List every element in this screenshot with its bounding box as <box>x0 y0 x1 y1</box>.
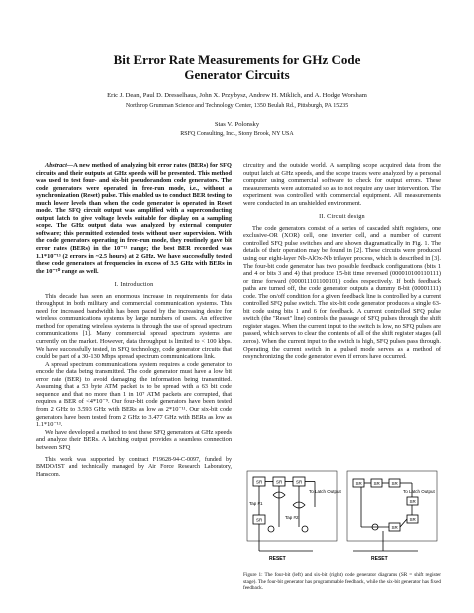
abstract-text: —A new method of analyzing bit error rates (BERs) for SFQ circuits and their outputs at GHz speeds will be presented. This method was used to test four- and six-bit pseudorandom code generators. The code generators were operated in free-run mode, i.e., without a synchronization (Reset) pulse. This enabled us to conduct BER testing to much lower levels than when the code generator is operated in Reset mode. The SFQ circuit output was amplified with a superconducting output latch to give voltage levels suitable for display on a sampling scope. The GHz output data was analyzed by external computer software; this permitted extended tests without user supervision. With the code generators operating in free-run mode, they routinely gave bit error rates (BERs) in the 10⁻¹¹ range; the best BER recorded was 1.1*10⁻¹³ (2 errors in ~2.5 hours) at 2 GHz. We have successfully tested these code generators at frequencies in excess of 3.5 GHz with BERs in the 10⁻¹⁰ range as well. <box>36 162 232 275</box>
abstract-label: Abstract <box>45 162 67 169</box>
title-line-2: Generator Circuits <box>184 67 290 82</box>
figure-1-code-generator-diagrams <box>243 467 441 567</box>
paper-title <box>0 52 474 82</box>
sr-label: SR <box>409 499 416 504</box>
sr-label: SR <box>391 481 398 486</box>
title-line-1: Bit Error Rate Measurements for GHz Code <box>113 52 361 67</box>
sr-label: SR <box>391 525 398 530</box>
tap-2-label: Tap #2 <box>285 515 299 520</box>
reset-label-right: RESET <box>371 556 388 562</box>
right-column <box>243 162 441 361</box>
sr-label: SR <box>409 517 416 522</box>
sr-label: SR <box>373 481 380 486</box>
sr-label: SR <box>355 481 362 486</box>
author-list-2: Stas V. Polonsky <box>214 121 260 128</box>
circuit-design-paragraph: The code generators consist of a series of cascaded shift registers, one exclusive-OR (XOR) cell, one inverter cell, and a number of current controlled SFQ pulse switches and are shown diagramatically in Fig. 1. The details of their operation may be found in [2]. These circuits were produced using our eight-layer Nb-AlOx-Nb trilayer process, which is described in [3]. The four-bit code generator has two possible feedback configurations (bits 1 and 4 or bits 3 and 4) that produce 15-bit time reversed (000010100110111) or time forward (000011101100101) codes respectively. If both feedback paths are turned off, the code generator outputs a dummy 8-bit (00001111) code. The on/off condition for a given feedback line is controlled by a current controlled SFQ pulse switch. The six-bit code generator produces a single 63-bit code using bits 1 and 6 for feedback. A current controlled SFQ pulse switch (the "Reset" line) controls the passage of SFQ pulses through the shift register stages. When the current input to the switch is low, no SFQ pulses are passed, which serves to clear the contents of all of the shift register stages (all zeros). When the current input to the switch is high, SFQ pulses pass through. Operating the current switch in a pulsed mode serves as a method of resynchronizing the code generator even if errors have occurred. <box>243 224 441 361</box>
section-heading-introduction: I. Introduction <box>114 281 154 289</box>
author-list: Eric J. Dean, Paul D. Dresselhaus, John X. Przybysz, Andrew H. Miklich, and A. Hodge Worsham <box>107 92 367 99</box>
intro-paragraph-2: A spread spectrum communications system requires a code generator to encode the data being transmitted. The code generator must have a low bit error rate (BER) to avoid damaging the information being transmitted. Assuming that a 53 byte ATM packet is to be spread with a 63 bit code sequence and that no more than 1 in 10⁷ ATM packets are corrupted, that requires a BER of <4*10⁻⁹. Our four-bit code generators have been tested from 2 GHz to 3.593 GHz with BERs as low as 2*10⁻¹¹. Our six-bit code generators have been tested from 2 GHz to 3.477 GHz with BERs as low as 1.1*10⁻¹³. <box>36 360 232 429</box>
tap-1-label: Tap #1 <box>249 501 263 506</box>
sr-label: SR <box>296 479 303 485</box>
intro-paragraph-3: We have developed a method to test these SFQ generators at GHz speeds and analyze their BERs. A latching output provides a seamless connection between SFQ <box>36 428 232 451</box>
section-heading-circuit-design: II. Circuit design <box>319 213 365 221</box>
right-paragraph-1: circuitry and the outside world. A sampling scope acquired data from the output latch at GHz speeds, and the scope traces were analyzed by a personal computer using commercial software to check for output errors. These measurements were automated so as to not require any user intervention. The experiment was controlled with commercial equipment. All measurements were conducted in an unshielded environment. <box>243 162 441 207</box>
left-column <box>36 162 232 479</box>
sr-label: SR <box>276 479 283 485</box>
affiliation-1: Northrop Grumman Science and Technology Center, 1350 Beulah Rd., Pittsburgh, PA 15235 <box>125 103 349 109</box>
intro-paragraph-1: This decade has seen an enormous increase in requirements for data throughput in both military and commercial communication systems. This need for increased bandwidth has been paced by the increasing desire for wireless communications systems by large numbers of users. An effective method for operating wireless systems is through the use of spread spectrum communications [1]. Many commercial spread spectrum systems are currently on the market. However, data throughput is limited to < 100 kbps. We have successfully tested, in SFQ technology, code generator circuits that could be part of a 30-130 Mbps spread spectrum communications link. <box>36 292 232 361</box>
figure-1-caption: Figure 1: The four-bit (left) and six-bit (right) code generator diagrams (SR = shift register stage). The four-bit generator has programmable feedback, while the six-bit generator has fixed feedback. <box>243 572 442 592</box>
footnote: This work was supported by contract F19628-94-C-0097, funded by BMDO/IST and technically managed by Air Force Research Laboratory, Hanscom. <box>36 457 232 478</box>
latch-output-label-left: To Latch Output <box>309 489 341 494</box>
latch-output-label-right: To Latch Output <box>403 489 435 494</box>
abstract <box>36 162 232 275</box>
sr-label: SR <box>256 479 263 485</box>
sr-label: SR <box>256 517 263 523</box>
reset-label-left: RESET <box>269 556 286 562</box>
affiliation-2: RSFQ Consulting, Inc., Stony Brook, NY USA <box>180 131 294 137</box>
